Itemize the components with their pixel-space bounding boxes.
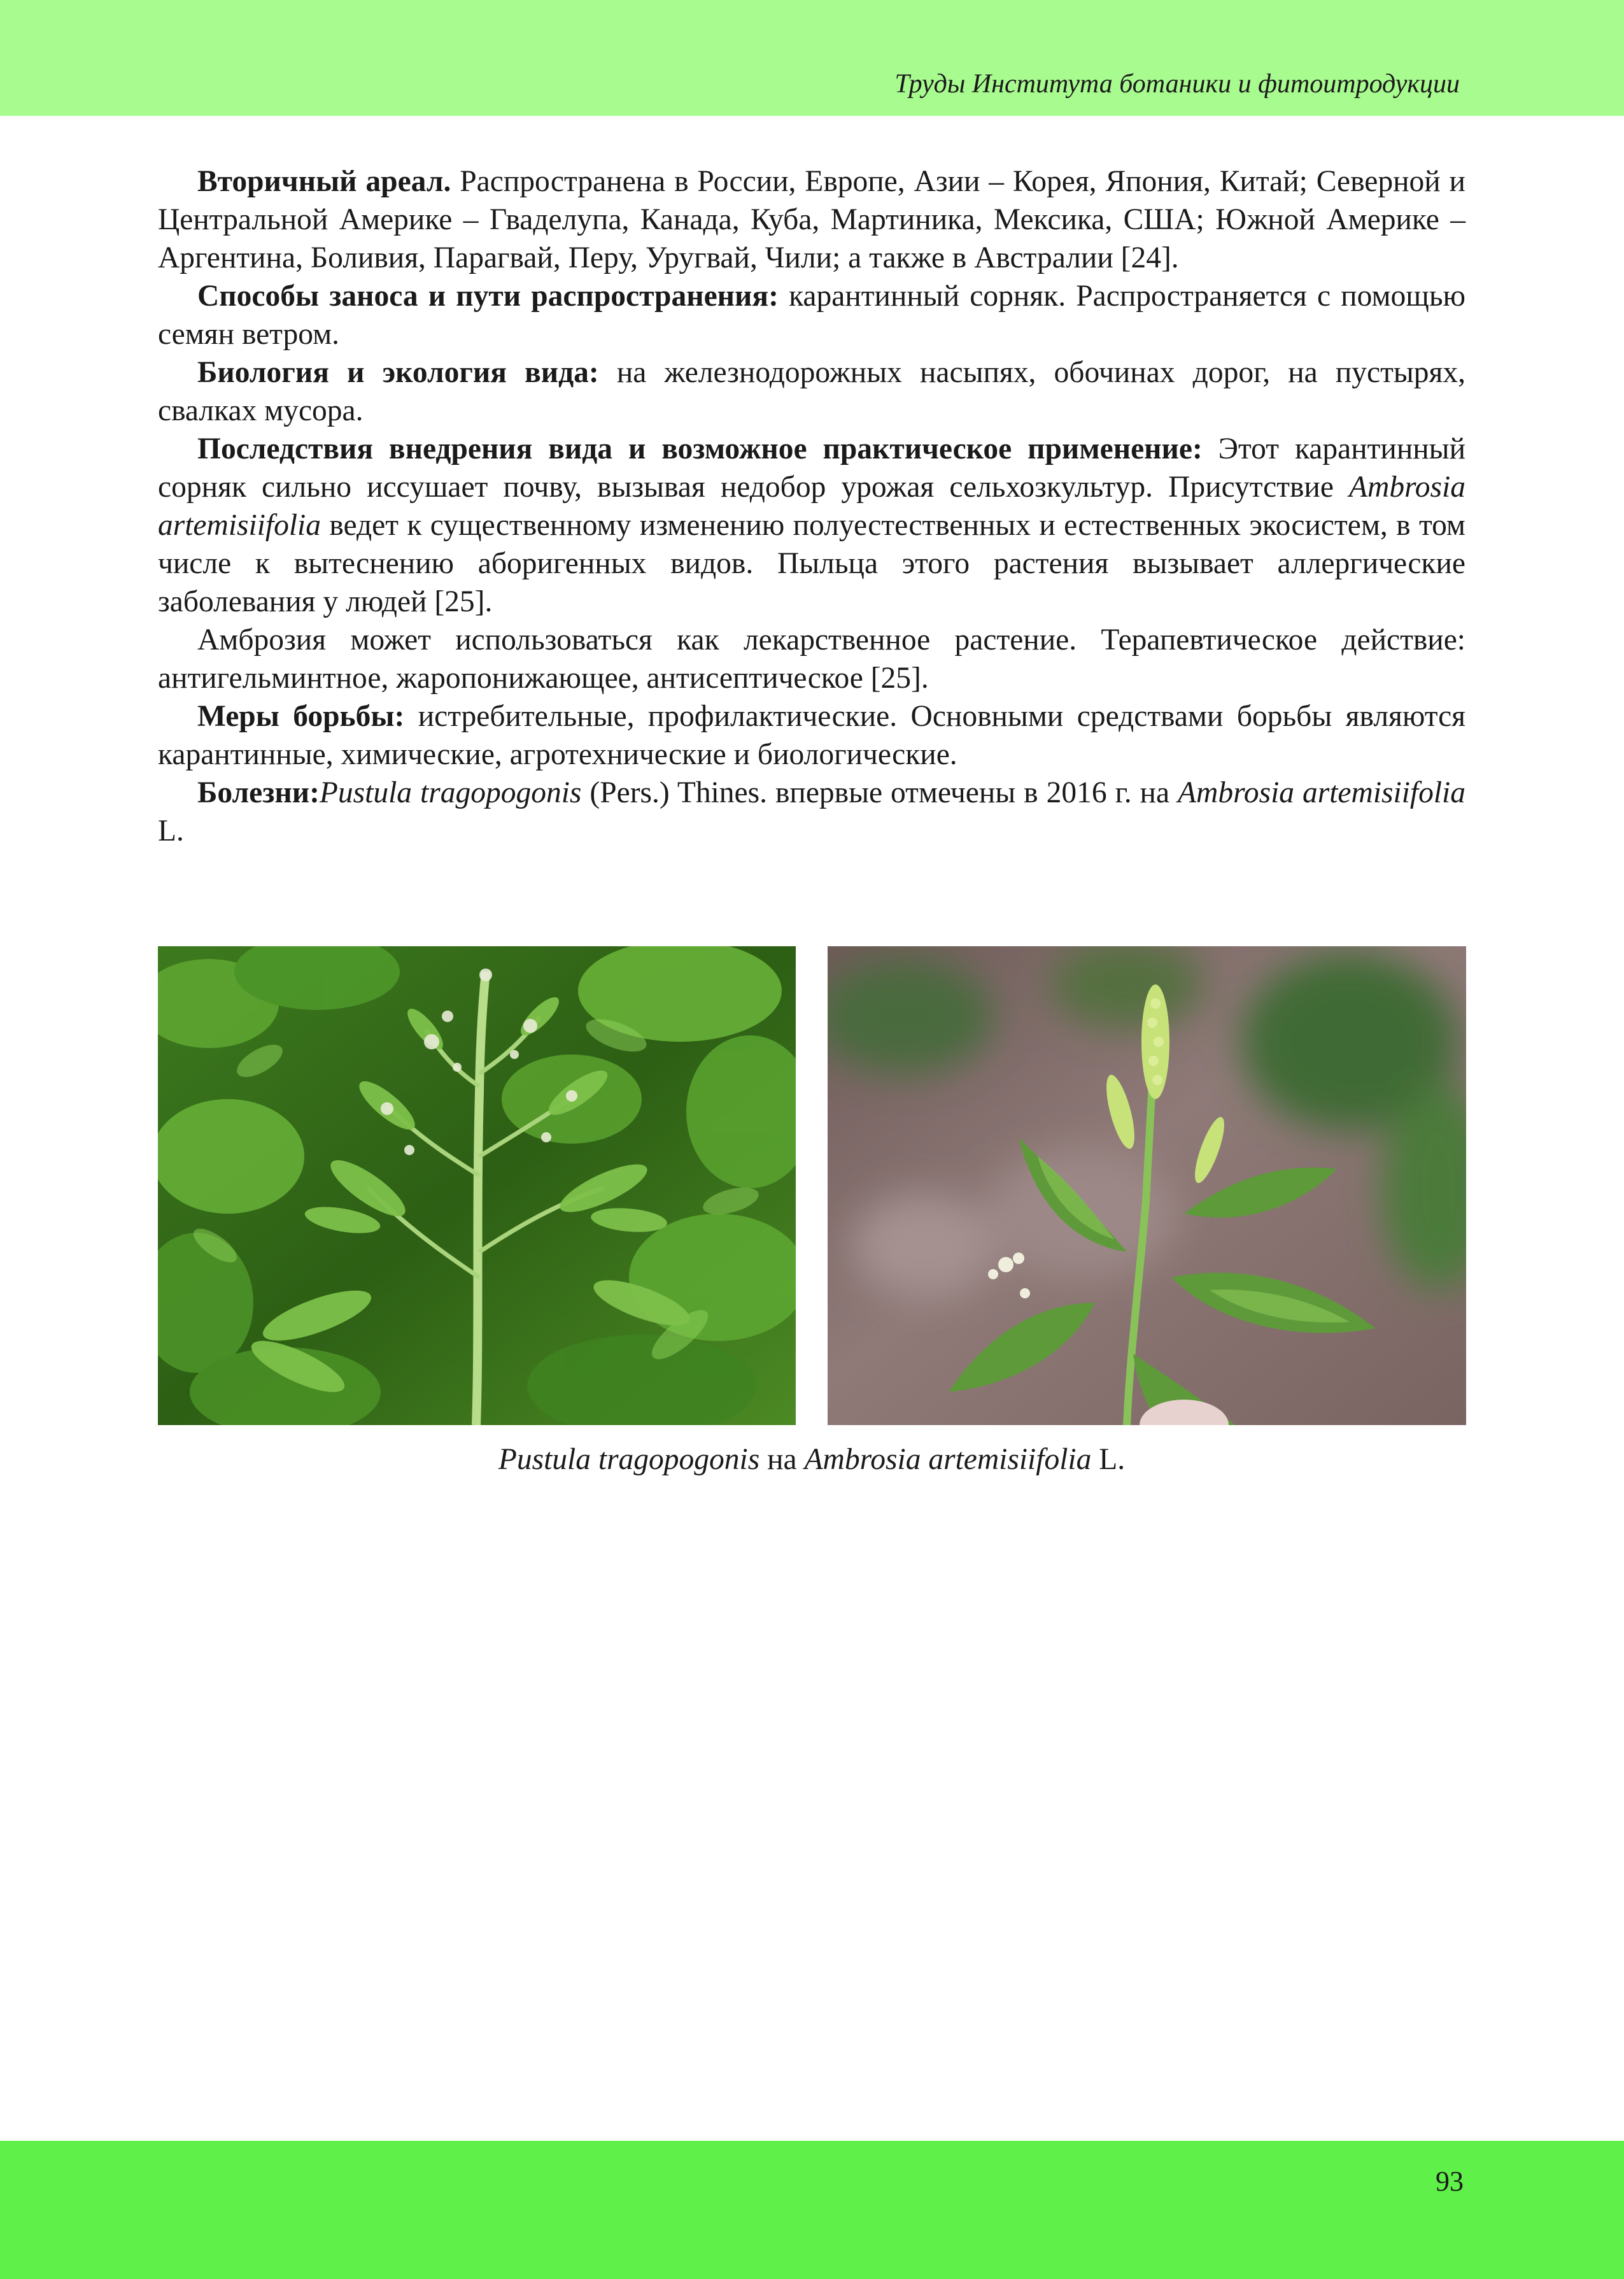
journal-title: Труды Института ботаники и фитоитродукции (894, 69, 1460, 99)
host-name: Ambrosia artemisiifolia (1178, 776, 1465, 809)
paragraph-label: Меры борьбы: (197, 700, 405, 733)
paragraph-label: Биология и экология вида: (197, 356, 599, 389)
species-name: Ambrosia artemisiifolia (158, 471, 1465, 542)
photo-ragweed-flowering (828, 946, 1466, 1425)
paragraph-label: Последствия внедрения вида и возможное практическое применение: (197, 432, 1203, 465)
paragraph-label: Вторичный ареал. (197, 165, 451, 198)
figure-caption: Pustula tragopogonis на Ambrosia artemisiifolia L. (498, 1443, 1126, 1476)
header-band (0, 0, 1624, 116)
paragraph-medicinal-use: Амброзия может использоваться как лекарственное растение. Терапевтическое действие: антигельминтное, жаропонижающее, антисептическое [25]. (158, 623, 1465, 695)
paragraph-control-measures: Меры борьбы: истребительные, профилактические. Основными средствами борьбы являются карантинные, химические, агротехнические и биологические. (158, 700, 1465, 771)
pathogen-name: Pustula tragopogonis (319, 776, 582, 809)
photo-ragweed-stem (158, 946, 796, 1425)
paragraph-label: Способы заноса и пути распространения: (197, 280, 779, 313)
paragraph-introduction-pathways: Способы заноса и пути распространения: карантинный сорняк. Распространяется с помощью семян ветром. (158, 280, 1465, 351)
paragraph-biology-ecology: Биология и экология вида: на железнодорожных насыпях, обочинах дорог, на пустырях, свалках мусора. (158, 356, 1465, 427)
body-text (158, 162, 1465, 850)
footer-band (0, 2141, 1624, 2279)
paragraph-consequences: Последствия внедрения вида и возможное практическое применение: Этот карантинный сорняк сильно иссушает почву, вызывая недобор урожая сельхозкультур. Присутствие Ambrosia artemisiifolia ведет к существенному изменению полуестественных и естественных экосистем, в том числе к вытеснению аборигенных видов. Пыльца этого растения вызывает аллергические заболевания у людей [25]. (158, 432, 1465, 618)
paragraph-diseases: Болезни:Pustula tragopogonis (Pers.) Thines. впервые отмечены в 2016 г. на Ambrosia artemisiifolia L. (158, 776, 1465, 848)
page-number: 93 (1436, 2166, 1464, 2197)
paragraph-label: Болезни: (197, 776, 320, 809)
caption-pathogen: Pustula tragopogonis (498, 1443, 760, 1476)
caption-host: Ambrosia artemisiifolia (804, 1443, 1092, 1476)
paragraph-secondary-range: Вторичный ареал. Распространена в России, Европе, Азии – Корея, Япония, Китай; Северной и Центральной Америке – Гваделупа, Канада, Куба, Мартиника, Мексика, США; Южной Америке – Аргентина, Боливия, Парагвай, Перу, Уругвай, Чили; а также в Австралии [24]. (158, 165, 1465, 274)
